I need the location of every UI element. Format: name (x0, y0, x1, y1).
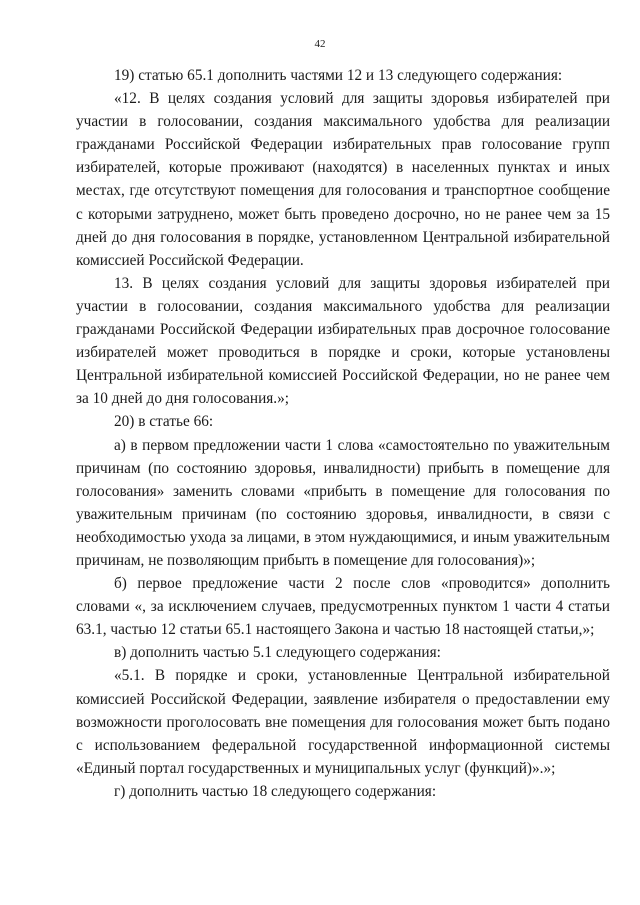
paragraph-part-12: «12. В целях создания условий для защиты здоровья избирателей при участии в голосовании, создания максимального удобства для реализации гражданами Российской Федерации избирательных прав голосование групп избирателей, которые проживают (находятся) в населенных пунктах и иных местах, где отсутствуют помещения для голосования и транспортное сообщение с которыми затруднено, может быть проведено досрочно, но не ранее чем за 15 дней до дня голосования в порядке, установленном Центральной избирательной комиссией Российской Федерации. (76, 90, 610, 269)
paragraph-part-13: 13. В целях создания условий для защиты здоровья избирателей при участии в голосовании, создания максимального удобства для реализации гражданами Российской Федерации избирательных прав досрочное голосование избирателей может проводиться в порядке и сроки, которые установлены Центральной избирательной комиссией Российской Федерации, но не ранее чем за 10 дней до дня голосования.»; (76, 274, 610, 408)
paragraph-part-5-1: «5.1. В порядке и сроки, установленные Центральной избирательной комиссией Российской Федерации, заявление избирателя о предоставлении ему возможности проголосовать вне помещения для голосования может быть подано с использованием федеральной государственной информационной системы «Единый портал государственных и муниципальных услуг (функций)».»; (76, 667, 610, 777)
page-number: 42 (314, 38, 326, 50)
paragraph-item-20: 20) в статье 66: (114, 413, 214, 431)
paragraph-subitem-g: г) дополнить частью 18 следующего содержания: (114, 782, 437, 800)
document-body (76, 64, 610, 803)
paragraph-subitem-b: б) первое предложение части 2 после слов «проводится» дополнить словами «, за исключением случаев, предусмотренных пунктом 1 части 4 статьи 63.1, частью 12 статьи 65.1 настоящего Закона и частью 18 настоящей статьи,»; (76, 575, 610, 639)
paragraph-subitem-v: в) дополнить частью 5.1 следующего содержания: (114, 644, 441, 662)
paragraph-subitem-a: а) в первом предложении части 1 слова «самостоятельно по уважительным причинам (по состоянию здоровья, инвалидности) прибыть в помещение для голосования» заменить словами «прибыть в помещение для голосования по уважительным причинам (по состоянию здоровья, инвалидности, в связи с необходимостью ухода за лицами, в этом нуждающимися, и иным уважительным причинам, не позволяющим прибыть в помещение для голосования)»; (76, 436, 610, 569)
paragraph-item-19: 19) статью 65.1 дополнить частями 12 и 13 следующего содержания: (114, 67, 563, 84)
